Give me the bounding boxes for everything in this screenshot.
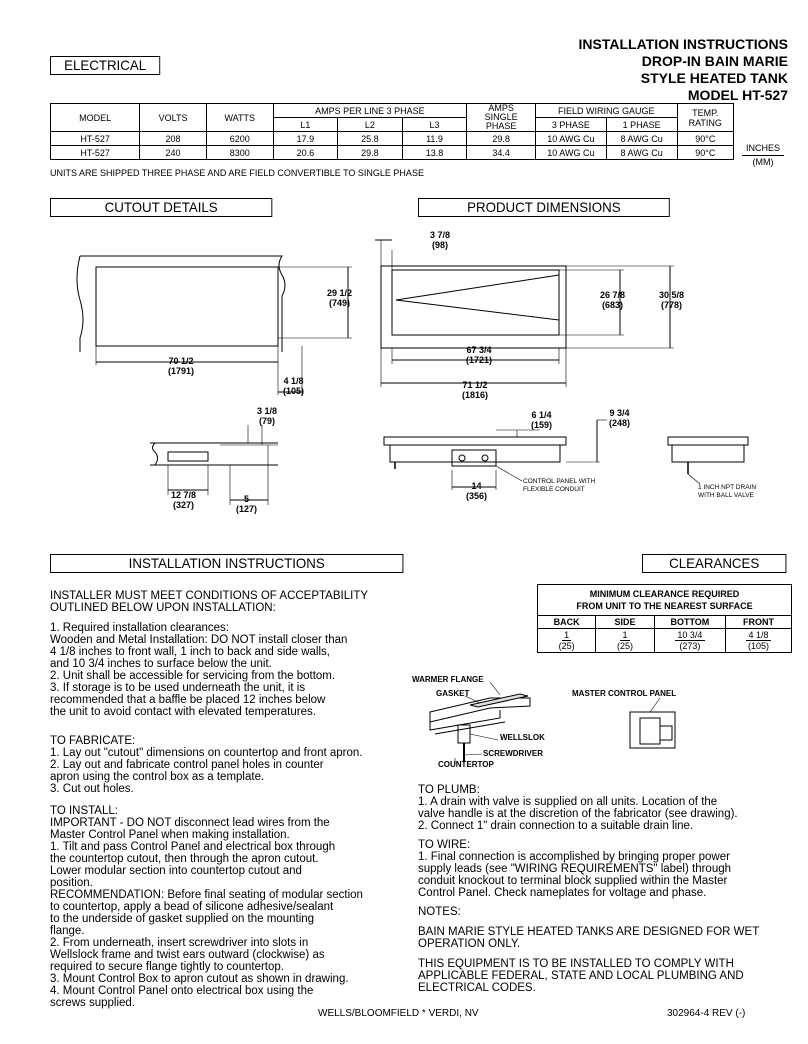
- header-l1: L1: [273, 118, 338, 132]
- dim-top-mm: (98): [432, 240, 449, 250]
- title-line-4: MODEL HT-527: [687, 87, 788, 103]
- amps-word: AMPS: [488, 103, 514, 113]
- label-gasket: GASKET: [436, 689, 470, 698]
- cell: 25.8: [338, 132, 403, 146]
- dim-top-in: 3 7/8: [430, 230, 451, 240]
- drain-label-2: WITH BALL VALVE: [698, 492, 754, 499]
- header-volts: VOLTS: [140, 104, 207, 132]
- cell: 10 AWG Cu: [536, 132, 607, 146]
- label-master-control-panel: MASTER CONTROL PANEL: [572, 689, 677, 698]
- text-line: valve handle is at the discretion of the fabricator (see drawing).: [418, 808, 738, 820]
- header-1-phase: 1 PHASE: [606, 118, 677, 132]
- warmer-flange-shape: [430, 698, 530, 722]
- cell: 8 AWG Cu: [606, 132, 677, 146]
- cutout-rectangle: [96, 267, 278, 346]
- footer-company: WELLS/BLOOMFIELD * VERDI, NV: [318, 1008, 479, 1019]
- dim-width-mm: (1791): [168, 366, 195, 376]
- text-line: the countertop cutout, then through the apron cutout.: [50, 853, 319, 865]
- label-countertop: COUNTERTOP: [438, 760, 494, 769]
- dim-d2-mm: (327): [173, 500, 195, 510]
- text-line: screws supplied.: [50, 997, 136, 1009]
- note-1: [418, 926, 759, 950]
- text-line: Control Panel. Check nameplates for voltage and phase.: [418, 887, 707, 899]
- dim-d3: [236, 494, 257, 514]
- text-line: and 10 3/4 inches to surface below the unit.: [50, 658, 272, 670]
- text-line: 3. Mount Control Box to apron cutout as shown in drawing.: [50, 973, 349, 985]
- wellslok-shape: [458, 725, 470, 743]
- tank-body-side: [672, 445, 744, 462]
- text-line: RECOMMENDATION: Before final seating of modular section: [50, 889, 363, 901]
- text-line: TO PLUMB:: [418, 784, 480, 796]
- clearances-heading: CLEARANCES: [642, 554, 786, 573]
- dim-outer-width-in: 71 1/2: [462, 380, 488, 390]
- clearances-table: [537, 584, 792, 653]
- dim-width-in: 70 1/2: [168, 356, 194, 366]
- text-line: 1. A drain with valve is supplied on all units. Location of the: [418, 796, 718, 808]
- cell: 17.9: [273, 132, 338, 146]
- text-line: 1. Tilt and pass Control Panel and electrical box through: [50, 841, 336, 853]
- text-line: 2. From underneath, insert screwdriver into slots in: [50, 937, 309, 949]
- dim-inner-width-in: 67 3/4: [466, 345, 492, 355]
- dim-d1-in: 3 1/8: [257, 406, 278, 416]
- text-line: flange.: [50, 925, 85, 937]
- dim-inner-depth-in: 26 7/8: [600, 290, 626, 300]
- product-dimensions-heading: PRODUCT DIMENSIONS: [418, 198, 670, 217]
- header-amps-3-phase: AMPS PER LINE 3 PHASE: [273, 104, 467, 118]
- value-in: 1: [620, 630, 629, 641]
- notes-heading: NOTES:: [418, 906, 461, 918]
- header-3-phase: 3 PHASE: [536, 118, 607, 132]
- header-bottom: BOTTOM: [654, 616, 725, 629]
- control-panel-label-2: FLEXIBLE CONDUIT: [523, 486, 585, 493]
- master-control-panel-shape: [630, 712, 675, 748]
- text-line: TO FABRICATE:: [50, 735, 136, 747]
- value-mm: (25): [558, 641, 575, 651]
- units-mm: (MM): [752, 157, 774, 167]
- text-line: apron using the control box as a template.: [50, 771, 265, 783]
- dim-top: [430, 230, 450, 250]
- countertop-outline: [80, 256, 285, 352]
- cell: 20.6: [273, 146, 338, 160]
- cell: 13.8: [402, 146, 467, 160]
- text-line: 2. Connect 1" drain connection to a suitable drain line.: [418, 820, 694, 832]
- electrical-heading: ELECTRICAL: [50, 56, 160, 75]
- clearances-title-1: MINIMUM CLEARANCE REQUIRED: [589, 589, 740, 599]
- dim-width: [168, 356, 194, 376]
- dim-depth-mm: (749): [329, 298, 351, 308]
- tank-flange-side: [668, 437, 748, 445]
- text-line: 4 1/8 inches to front wall, 1 inch to back and side walls,: [50, 646, 330, 658]
- value-in: 1: [562, 630, 571, 641]
- text-line: supply leads (see "WIRING REQUIREMENTS" label) through: [418, 863, 732, 875]
- header-front: FRONT: [726, 616, 792, 629]
- control-panel-label-1: CONTROL PANEL WITH: [523, 478, 596, 485]
- text-line: 2. Lay out and fabricate control panel holes in counter: [50, 759, 324, 771]
- cell-back: [538, 629, 596, 653]
- text-line: APPLICABLE FEDERAL, STATE AND LOCAL PLUMBING AND: [418, 970, 744, 982]
- title-line-3: STYLE HEATED TANK: [640, 70, 788, 86]
- text-line: OPERATION ONLY.: [418, 938, 521, 950]
- cell-side: [596, 629, 654, 653]
- apron-cutout: [168, 452, 208, 461]
- cell: 8300: [206, 146, 273, 160]
- dim-outer-depth: [659, 290, 684, 310]
- dim-apron-mm: (105): [283, 386, 305, 396]
- footer-doc-number: 302964-4 REV (-): [667, 1008, 746, 1019]
- header-field-wiring-gauge: FIELD WIRING GAUGE: [536, 104, 678, 118]
- header-watts: WATTS: [206, 104, 273, 132]
- text-line: Wellslock frame and twist ears outward (clockwise) as: [50, 949, 325, 961]
- text-line: conduit knockout to terminal block supplied within the Master: [418, 875, 728, 887]
- drain-label: [698, 484, 756, 500]
- cell-bottom: [654, 629, 725, 653]
- text-line: position.: [50, 877, 93, 889]
- dim-tank-depth: [531, 410, 552, 430]
- phase-word: PHASE: [485, 121, 517, 131]
- text-line: INSTALLER MUST MEET CONDITIONS OF ACCEPTABILITY: [50, 590, 369, 602]
- value-mm: (273): [679, 641, 701, 651]
- installation-instructions-heading: INSTALLATION INSTRUCTIONS: [50, 554, 403, 573]
- temp-word: TEMP.: [692, 107, 719, 118]
- cell: 29.8: [338, 146, 403, 160]
- dim-outer-width-mm: (1816): [462, 390, 489, 400]
- dim-d3-mm: (127): [236, 504, 258, 514]
- install-intro: [50, 590, 368, 614]
- dim-d1: [257, 406, 277, 426]
- cell: 29.8: [467, 132, 536, 146]
- shipping-note: UNITS ARE SHIPPED THREE PHASE AND ARE FIELD CONVERTIBLE TO SINGLE PHASE: [50, 168, 424, 178]
- cell: 90°C: [677, 132, 733, 146]
- header-side: SIDE: [596, 616, 654, 629]
- dim-overall-height-mm: (248): [609, 418, 631, 428]
- cell: HT-527: [51, 132, 140, 146]
- text-line: required to secure flange tightly to countertop.: [50, 961, 284, 973]
- cell: 208: [140, 132, 207, 146]
- cell: 11.9: [402, 132, 467, 146]
- note-2: [418, 958, 744, 994]
- dim-inner-width: [466, 345, 492, 365]
- dim-depth: [327, 288, 352, 308]
- value-mm: (105): [748, 641, 770, 651]
- text-line: 2. Unit shall be accessible for servicing from the bottom.: [50, 670, 336, 682]
- title-line-2: DROP-IN BAIN MARIE: [641, 53, 788, 69]
- text-line: 1. Required installation clearances:: [50, 622, 229, 634]
- drain-label-1: 1 INCH NPT DRAIN: [698, 484, 757, 491]
- dim-d2: [171, 490, 196, 510]
- text-line: THIS EQUIPMENT IS TO BE INSTALLED TO COMPLY WITH: [418, 958, 734, 970]
- text-line: 1. Lay out "cutout" dimensions on countertop and front apron.: [50, 747, 363, 759]
- cell: 10 AWG Cu: [536, 146, 607, 160]
- value-in: 4 1/8: [746, 630, 771, 641]
- dim-outer-width: [462, 380, 488, 400]
- rating-word: RATING: [688, 117, 722, 128]
- dim-apron-in: 4 1/8: [283, 376, 304, 386]
- dim-inner-depth: [600, 290, 625, 310]
- to-plumb: [418, 784, 738, 832]
- tank-slope-lines: [396, 275, 559, 320]
- value-mm: (25): [617, 641, 634, 651]
- text-line: BAIN MARIE STYLE HEATED TANKS ARE DESIGNED FOR WET: [418, 926, 760, 938]
- text-line: Master Control Panel when making installation.: [50, 829, 290, 841]
- header-back: BACK: [538, 616, 596, 629]
- cutout-details-heading: CUTOUT DETAILS: [50, 198, 272, 217]
- dim-overall-height: [609, 408, 630, 428]
- units-inches: INCHES: [742, 142, 784, 156]
- dim-panel-offset-in: 14: [471, 481, 482, 491]
- dim-d3-in: 5: [244, 494, 250, 504]
- dim-inner-depth-mm: (683): [602, 300, 624, 310]
- cell-front: [726, 629, 792, 653]
- dim-outer-depth-mm: (778): [661, 300, 683, 310]
- label-warmer-flange: WARMER FLANGE: [412, 675, 484, 684]
- control-panel-label: [523, 478, 595, 494]
- text-line: 4. Mount Control Panel onto electrical box using the: [50, 985, 314, 997]
- text-line: Lower modular section into countertop cutout and: [50, 865, 302, 877]
- dim-panel-offset-mm: (356): [466, 491, 488, 501]
- dim-depth-in: 29 1/2: [327, 288, 353, 298]
- title-line-1: INSTALLATION INSTRUCTIONS: [578, 36, 788, 52]
- dim-panel-offset: [466, 481, 487, 501]
- text-line: TO INSTALL:: [50, 805, 118, 817]
- text-line: TO WIRE:: [418, 839, 471, 851]
- cell: HT-527: [51, 146, 140, 160]
- cell: 34.4: [467, 146, 536, 160]
- to-wire: [418, 839, 731, 899]
- tank-body-front: [390, 445, 560, 462]
- header-l2: L2: [338, 118, 403, 132]
- dim-tank-depth-mm: (159): [531, 420, 553, 430]
- text-line: to countertop, apply a bead of silicone adhesive/sealant: [50, 901, 334, 913]
- cell: 240: [140, 146, 207, 160]
- dim-d1-mm: (79): [259, 416, 276, 426]
- clearances-title-2: FROM UNIT TO THE NEAREST SURFACE: [576, 601, 753, 611]
- text-line: Wooden and Metal Installation: DO NOT install closer than: [50, 634, 348, 646]
- install-steps: [50, 805, 363, 1009]
- text-line: 1. Final connection is accomplished by bringing proper power: [418, 851, 730, 863]
- label-wellslok: WELLSLOK: [500, 733, 545, 742]
- clearances-title: [538, 585, 792, 616]
- text-line: IMPORTANT - DO NOT disconnect lead wires from the: [50, 817, 330, 829]
- dim-inner-width-mm: (1721): [466, 355, 493, 365]
- text-line: ELECTRICAL CODES.: [418, 982, 536, 994]
- dim-tank-depth-in: 6 1/4: [531, 410, 552, 420]
- cell: 90°C: [677, 146, 733, 160]
- text-line: OUTLINED BELOW UPON INSTALLATION:: [50, 602, 276, 614]
- text-line: recommended that a baffle be placed 12 inches below: [50, 694, 326, 706]
- cell: 6200: [206, 132, 273, 146]
- text-line: 3. If storage is to be used underneath the unit, it is: [50, 682, 306, 694]
- text-line: 3. Cut out holes.: [50, 783, 134, 795]
- text-line: to the underside of gasket supplied on the mounting: [50, 913, 315, 925]
- single-word: SINGLE: [484, 112, 518, 122]
- text-line: the unit to avoid contact with elevated temperatures.: [50, 706, 316, 718]
- install-required: [50, 622, 347, 718]
- dim-overall-height-in: 9 3/4: [609, 408, 630, 418]
- header-l3: L3: [402, 118, 467, 132]
- dim-outer-depth-in: 30 5/8: [659, 290, 685, 300]
- dim-d2-in: 12 7/8: [171, 490, 197, 500]
- label-screwdriver: SCREWDRIVER: [483, 749, 544, 758]
- value-in: 10 3/4: [675, 630, 705, 641]
- cell: 8 AWG Cu: [606, 146, 677, 160]
- dim-apron: [283, 376, 304, 396]
- install-fabricate: [50, 735, 362, 795]
- header-model: MODEL: [51, 104, 140, 132]
- tank-flange-front: [384, 437, 566, 445]
